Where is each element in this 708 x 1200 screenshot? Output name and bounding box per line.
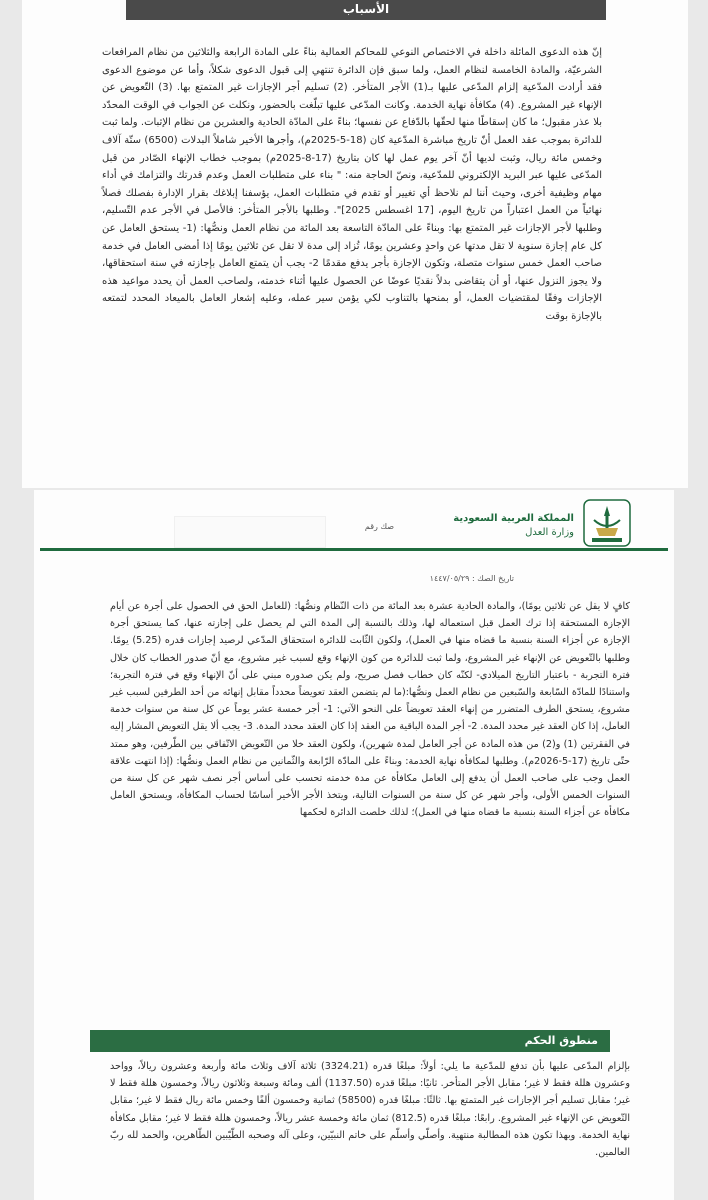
redacted-area xyxy=(174,516,326,548)
judgment-page-1 xyxy=(22,0,688,488)
kingdom-name: المملكة العربية السعودية xyxy=(453,513,574,524)
ministry-logo-icon xyxy=(582,498,632,548)
reasons-text xyxy=(102,44,602,326)
date-label: تاريخ الصك : xyxy=(471,574,514,583)
section-title-reasons: الأسباب xyxy=(126,0,606,20)
section-title-verdict: منطوق الحكم xyxy=(90,1030,610,1052)
document-date xyxy=(344,574,514,583)
header-divider xyxy=(40,548,668,551)
issuer-header xyxy=(404,512,574,540)
reasons-continued-text xyxy=(110,598,630,822)
ministry-name: وزارة العدل xyxy=(525,527,574,538)
date-value: ١٤٤٧/٠٥/٢٩ xyxy=(429,574,470,583)
paragraph: كافٍ لا يقل عن ثلاثين يومًا)، والمادة الحادية عشرة بعد المائة من ذات النّظام ونصُّها: (للعامل الحق في الحصول على أجرة عن أيام الإجازة المستحقة إذا ترك العمل قبل استعماله لها، وذلك بالنسبة إلى المدة التي لم يحصل على إجازته عنها، كما يستحق أجرة الإجازة عن أجزاء السنة بنسبة ما قضاه منها في العمل)، ولكون الثّابت للدائرة استحقاق المدّعي لرصيد إجازات قدره (5.25) يومًا. وطلبها بالتّعويض عن الإنهاء غير المشروع، ولما ثبت للدائرة من كون الإنهاء وقع لسبب غير مشروع، مع أنّ صدور الخطاب كان خلال فترة التجربة - باعتبار التاريخ الميلادي- لكنّه كان خطاب فصل صريح، ولم يكن صدوره مبني على أنّ الإنهاء وقع في فترة التجربة؛ واستنادًا للمادّة السّابعة والسّبعين من نظام العمل ونصُّها:(ما لم يتضمن العقد تعويضاً محدداً مقابل إنهائه من أحد الطرفين لسبب غير مشروع، يستحق الطرف المتضرر من إنهاء العقد تعويضاً على النحو الآتي: 1- أجر خمسة عشر يوماً عن كل سنة من سنوات خدمة العامل، إذا كان العقد غير محدد المدة. 2- أجر المدة الباقية من العقد إذا كان العقد محدد المدة. 3- يجب ألا يقل التعويض المشار إليه في الفقرتين (1) و(2) من هذه المادة عن أجر العامل لمدة شهرين)، ولكون العقد خلا من التّعويض الاتّفاقي بين الطّرفين، وهو ممتد حتّى تاريخ (17-5-2026م). وطلبها لمكافأة نهاية الخدمة: وبناءً على المادّة الرّابعة والثّمانين من نظام العمل ونصُّها: (إذا انتهت علاقة العمل وجب على صاحب العمل أن يدفع إلى العامل مكافأة عن مدة خدمته تحسب على أساس أجر نصف شهر عن كل سنة من السنوات الخمس الأولى، وأجر شهر عن كل سنة من السنوات التالية، ويتخذ الأجر الأخير أساسًا لحساب المكافأة، ويستحق العامل مكافأة عن أجزاء السنة بنسبة ما قضاه منها في العمل)؛ لذلك خلصت الدائرة لحكمها xyxy=(110,601,630,819)
paragraph: بإلزام المدّعى عليها بأن تدفع للمدّعية ما يلي: أولاً: مبلغًا قدره (3324.21) ثلاثة آلاف وثلاث مائة وأربعة وعشرون ريالاً، وواحد وعشرون هللة فقط لا غير؛ مقابل الأجر المتأخر. ثانيًا: مبلغًا قدره (1137.50) ألف ومائة وسبعة وثلاثون ريالاً، وخمسون هللة فقط لا غير؛ مقابل تسليم أجر الإجازات غير المتمتع بها. ثالثًا: مبلغًا قدره (58500) ثمانية وخمسون ألفًا وخمس مائة ريال فقط لا غير؛ مقابل التّعويض عن الإنهاء غير المشروع. رابعًا: مبلغًا قدره (812.5) ثمان مائة وخمسة عشر ريالاً، وخمسون هللة فقط لا غير؛ مقابل مكافأة نهاية الخدمة. وبهذا تكون هذه المطالبة منتهية. وأصلّي وأسلّم على خاتم النبيّين، وعلى آله وصحبه الطّيّبين الطّاهرين، والحمد لله ربّ العالمين. xyxy=(110,1061,630,1159)
paragraph: إنّ هذه الدعوى المائلة داخلة في الاختصاص النوعي للمحاكم العمالية بناءً على المادة الرابعة والثلاثين من نظام المرافعات الشرعيّة، والمادة الخامسة لنظام العمل، ولما سبق فإن الدائرة تنتهي إلى قبول الدعوى شكلاً، وأما عن موضوع الدعوى فقد أرادت المدّعية إلزام المدّعى عليها بـ(1) الأجر المتأخر. (2) تسليم أجر الإجازات غير المتمتع بها. (3) التّعويض عن الإنهاء غير المشروع. (4) مكافأة نهاية الخدمة. وكانت المدّعى عليها تبلّغت بالحضور، ونكلت عن الجواب في الوقت المحدّد بلا عذر مقبول؛ ما كان إسقاطًا منها لحقّها بالدّفاع عن نفسها؛ بناءً على المادّة الحادية والعشرين من نظام الإثبات. ولما ثبت للدائرة بموجب عقد العمل أنّ تاريخ مباشرة المدّعية كان (18-5-2025م)، وأجرها الأخير شاملاً البدلات (6500) ستّة آلاف وخمس مائة ريال، وثبت لديها أنّ آخر يوم عمل لها كان بتاريخ (17-8-2025م) بموجب خطاب الإنهاء الصّادر من قبل المدّعى عليها عبر البريد الإلكتروني للمدّعية، ونصّ الحاجة منه: " بناء على متطلبات العمل وعدم قدرتك والتزامك في أداء مهام وظيفية أخرى، وحيث أننا لم نلاحظ أي تغيير أو تقدم في متطلبات العمل، يؤسفنا إبلاغك بقرار الإدارة بفصلك فصلاً نهائياً من العمل اعتباراً من تاريخ اليوم، [17 اغسطس 2025]". وطلبها بالأجر المتأخر: فالأصل في الأجر عدم التّسليم، وطلبها لأجر الإجازات غير المتمتع بها: وبناءً على المادّة التاسعة بعد المائة من نظام العمل ونصُّها: (1- يستحق العامل عن كل عام إجازة سنوية لا تقل مدتها عن واحدٍ وعشرين يومًا، تُزاد إلى مدة لا تقل عن ثلاثين يومًا إذا أمضى العامل في خدمة صاحب العمل خمس سنوات متصلة، وتكون الإجازة بأجر يدفع مقدمًا 2- يجب أن يتمتع العامل بإجازته في سنة استحقاقها، ولا يجوز النزول عنها، أو أن يتقاضى بدلاً نقديًا عوضًا عن الحصول عليها أثناء خدمته، ولصاحب العمل أن يحدد مواعيد هذه الإجازات وفقًا لمقتضيات العمل، أو بمنحها بالتناوب لكي يؤمن سير عمله، وعليه إشعار العامل بالميعاد المحدد لتمتعه بالإجازة بوقت xyxy=(102,47,603,322)
verdict-text xyxy=(110,1058,630,1161)
case-number-label: صك رقم xyxy=(364,522,394,531)
